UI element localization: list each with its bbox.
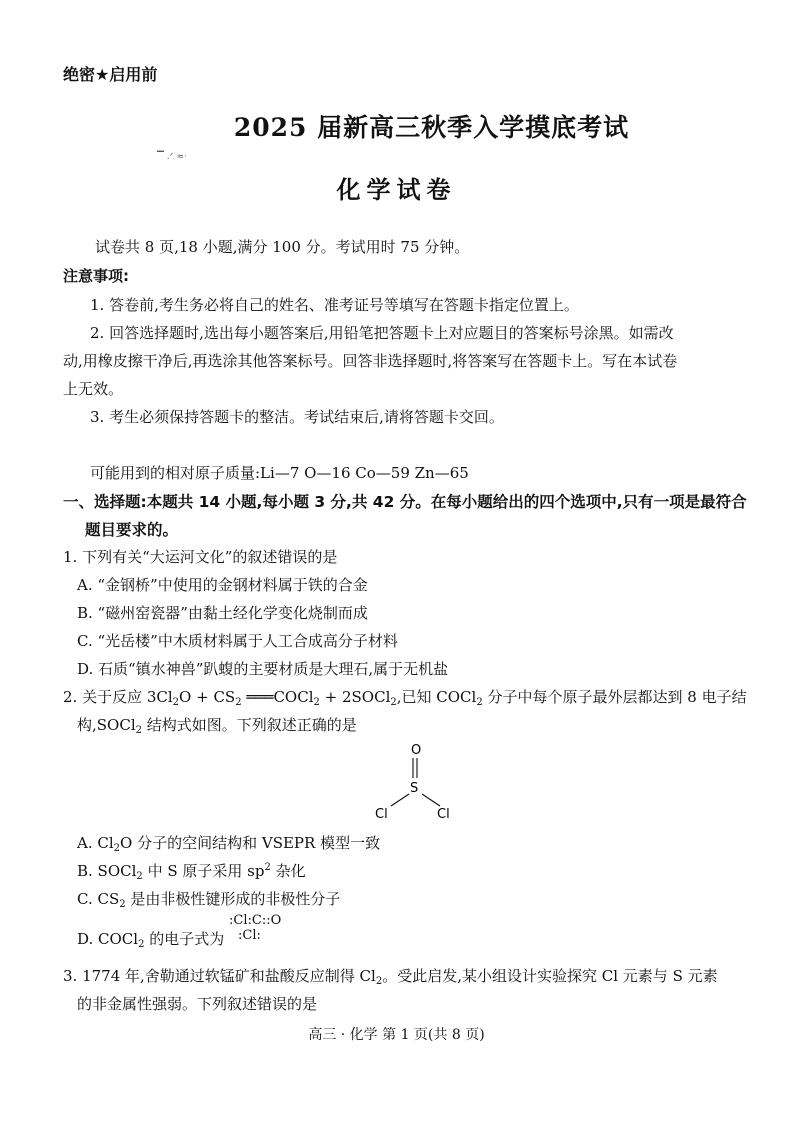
atom-cl-right: Cl	[437, 807, 450, 820]
exam-title: 2025 届新高三秋季入学摸底考试	[233, 113, 630, 142]
question-2-stem-cont: 构,SOCl$_2$ 结构式如图。下列叙述正确的是	[77, 716, 357, 736]
question-3-stem: 3. 1774 年,舍勒通过软锰矿和盐酸反应制得 $Cl_2$。受此启发,某小组设计实验探究 Cl 元素与 S 元素	[63, 967, 718, 987]
single-bond-right	[422, 794, 440, 806]
question-2-stem: 2. 关于反应 $3Cl_2O + CS_2$ ═══COCl$_2$ + 2SOCl$_2$,已知 COCl$_2$ 分子中每个原子最外层都达到 8 电子结	[63, 688, 747, 708]
section-heading-cont: 题目要求的。	[85, 521, 179, 539]
subject-title: 化学试卷	[336, 176, 457, 204]
notice-item-2-cont: 动,用橡皮擦干净后,再选涂其他答案标号。回答非选择题时,将答案写在答题卡上。写在本试卷	[63, 352, 678, 370]
question-1-option-b: B. “磁州窑瓷器”由黏土经化学变化烧制而成	[77, 604, 368, 622]
atom-s: S	[410, 781, 419, 796]
question-1-option-a: A. “金钢桥”中使用的金钢材料属于铁的合金	[77, 576, 368, 594]
single-bond-left	[391, 794, 409, 806]
question-2-option-b: B. SOCl$_2$ 中 S 原子采用 $sp^2$ 杂化	[77, 862, 306, 882]
socl2-structure-svg	[365, 740, 475, 820]
exam-intro: 试卷共 8 页,18 小题,满分 100 分。考试用时 75 分钟。	[95, 238, 470, 256]
socl2-structure-diagram	[365, 740, 475, 824]
question-1-stem: 1. 下列有关“大运河文化”的叙述错误的是	[63, 548, 338, 566]
section-heading: 一、选择题:本题共 14 小题,每小题 3 分,共 42 分。在每小题给出的四个选项中,只有一项是最符合	[63, 493, 747, 511]
notice-item-2-end: 上无效。	[63, 380, 124, 398]
question-3-stem-cont: 的非金属性强弱。下列叙述错误的是	[77, 995, 318, 1013]
notice-heading: 注意事项:	[63, 267, 129, 285]
atom-cl-left: Cl	[375, 807, 388, 820]
atomic-masses: 可能用到的相对原子质量:Li—7 O—16 Co—59 Zn—65	[90, 464, 469, 482]
question-2-option-a: A. $Cl_2O$ 分子的空间结构和 VSEPR 模型一致	[77, 834, 381, 854]
scan-smudge: ▔ .ᐟ ≈ᐧ	[157, 152, 187, 162]
atom-o: O	[411, 743, 422, 758]
notice-item-2: 2. 回答选择题时,选出每小题答案后,用铅笔把答题卡上对应题目的答案标号涂黑。如需改	[90, 324, 674, 342]
confidential-mark: 绝密★启用前	[63, 65, 158, 84]
question-2-option-d: D. COCl$_2$ 的电子式为 :Cl:C::O :Cl:	[77, 913, 282, 950]
notice-item-3: 3. 考生必须保持答题卡的整洁。考试结束后,请将答题卡交回。	[90, 408, 504, 426]
question-2-option-c: C. $CS_2$ 是由非极性键形成的非极性分子	[77, 890, 341, 910]
page-footer: 高三 · 化学 第 1 页(共 8 页)	[308, 1027, 485, 1043]
question-1-option-d: D. 石质“镇水神兽”趴蝮的主要材质是大理石,属于无机盐	[77, 660, 449, 678]
question-1-option-c: C. “光岳楼”中木质材料属于人工合成高分子材料	[77, 632, 398, 650]
cocl2-electron-formula: :Cl:C::O :Cl:	[229, 913, 282, 943]
notice-item-1: 1. 答卷前,考生务必将自己的姓名、准考证号等填写在答题卡指定位置上。	[90, 296, 579, 314]
